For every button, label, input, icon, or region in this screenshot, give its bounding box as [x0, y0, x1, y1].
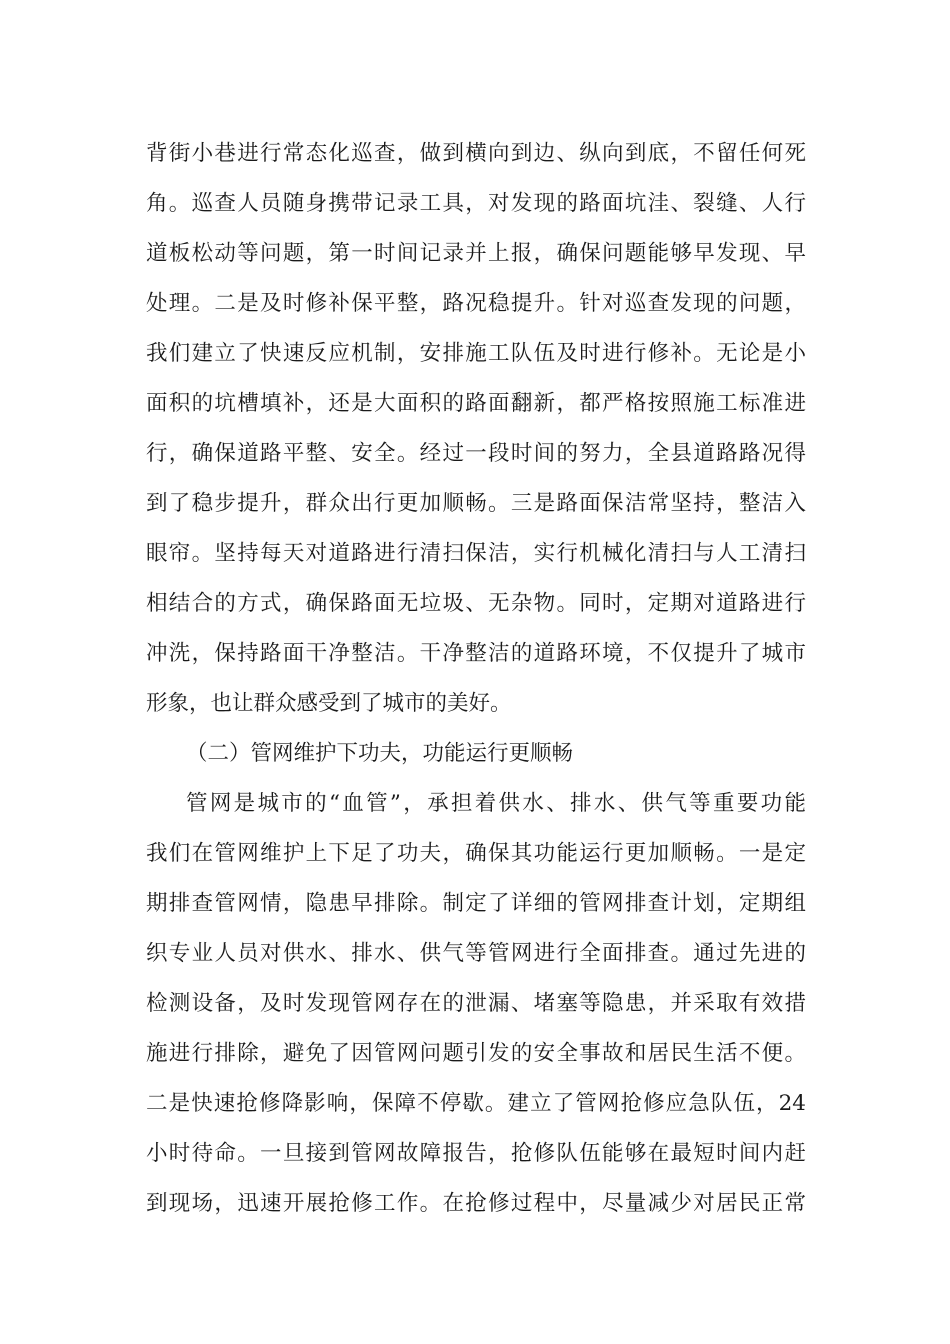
paragraph-line: 行，确保道路平整、安全。经过一段时间的努力，全县道路路况得 [146, 441, 806, 466]
paragraph-line-last: 形象，也让群众感受到了城市的美好。 [146, 691, 512, 716]
paragraph-line: 角。巡查人员随身携带记录工具，对发现的路面坑洼、裂缝、人行 [146, 191, 806, 216]
paragraph-line: 背街小巷进行常态化巡查，做到横向到边、纵向到底，不留任何死 [146, 141, 806, 166]
paragraph-line: 道板松动等问题，第一时间记录并上报，确保问题能够早发现、早 [146, 241, 806, 266]
paragraph-line: 检测设备，及时发现管网存在的泄漏、堵塞等隐患，并采取有效措 [146, 991, 806, 1016]
paragraph-line: 处理。二是及时修补保平整，路况稳提升。针对巡查发现的问题， [146, 291, 806, 316]
paragraph-line: 到了稳步提升，群众出行更加顺畅。三是路面保洁常坚持，整洁入 [146, 491, 806, 516]
paragraph-line: 到现场，迅速开展抢修工作。在抢修过程中，尽量减少对居民正常 [146, 1191, 806, 1216]
paragraph-line: 织专业人员对供水、排水、供气等管网进行全面排查。通过先进的 [146, 941, 806, 966]
paragraph-line: 冲洗，保持路面干净整洁。干净整洁的道路环境，不仅提升了城市 [146, 641, 806, 666]
section-heading: （二）管网维护下功夫，功能运行更顺畅 [186, 741, 574, 766]
paragraph-line: 施进行排除，避免了因管网问题引发的安全事故和居民生活不便。 [146, 1041, 806, 1066]
paragraph-line: 期排查管网情，隐患早排除。制定了详细的管网排查计划，定期组 [146, 891, 806, 916]
paragraph-line: 面积的坑槽填补，还是大面积的路面翻新，都严格按照施工标准进 [146, 391, 806, 416]
paragraph-line: 眼帘。坚持每天对道路进行清扫保洁，实行机械化清扫与人工清扫 [146, 541, 806, 566]
paragraph-line: 我们建立了快速反应机制，安排施工队伍及时进行修补。无论是小 [146, 341, 806, 366]
paragraph-line: 相结合的方式，确保路面无垃圾、无杂物。同时，定期对道路进行 [146, 591, 806, 616]
paragraph-line: 我们在管网维护上下足了功夫，确保其功能运行更加顺畅。一是定 [146, 841, 806, 866]
paragraph-first-line: 管网是城市的“血管”，承担着供水、排水、供气等重要功能 [186, 791, 806, 816]
paragraph-line: 二是快速抢修降影响，保障不停歇。建立了管网抢修应急队伍，24 [146, 1091, 806, 1116]
paragraph-line: 小时待命。一旦接到管网故障报告，抢修队伍能够在最短时间内赶 [146, 1141, 806, 1166]
